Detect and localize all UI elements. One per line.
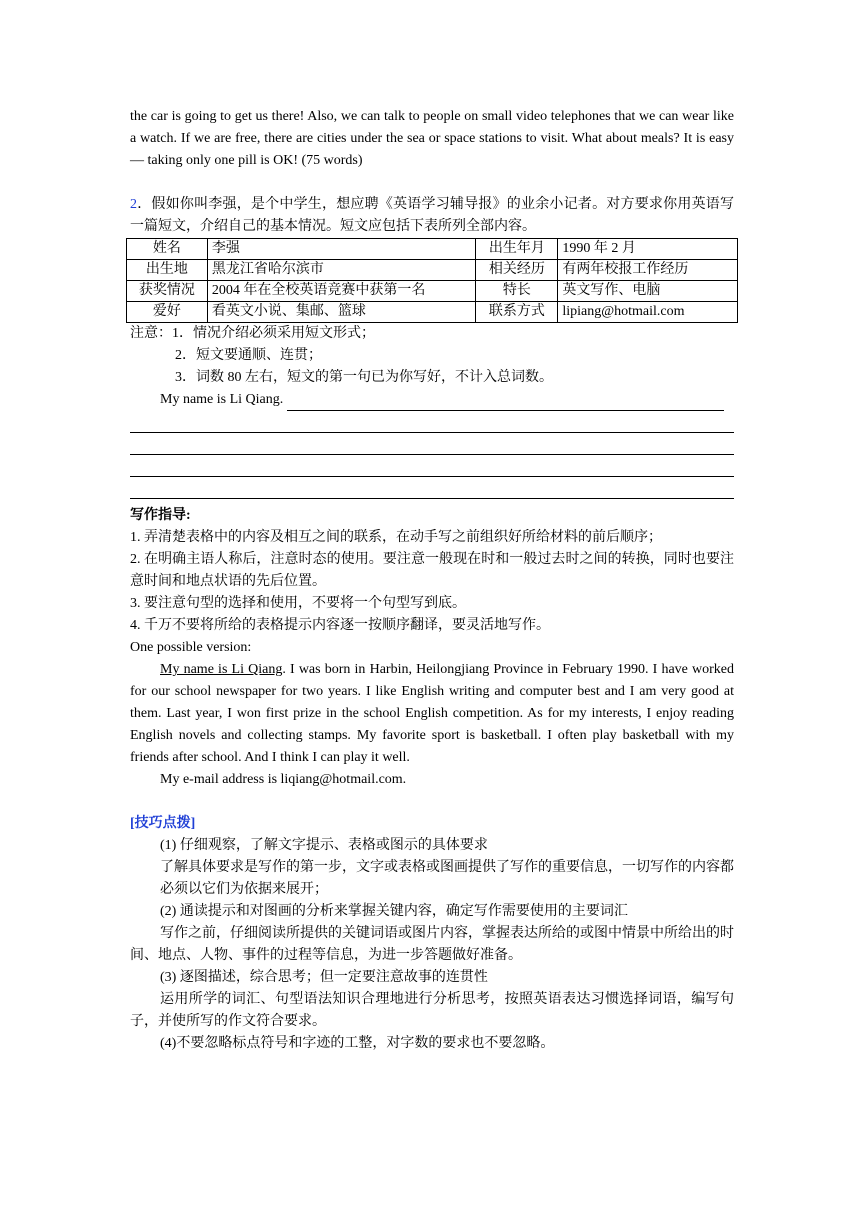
- start-sentence-line: [130, 389, 734, 411]
- answer-blank[interactable]: [130, 477, 734, 499]
- table-cell: 特长: [476, 281, 558, 302]
- note-item: 2．短文要通顺、连贯；: [175, 348, 322, 363]
- guide-title: 写作指导:: [130, 508, 191, 523]
- answer-blank[interactable]: [130, 455, 734, 477]
- guide-item: 4. 千万不要将所给的表格提示内容逐一按顺序翻译，要灵活地写作。: [130, 618, 550, 633]
- tips-title: [技巧点拨]: [130, 816, 196, 831]
- table-cell: 有两年校报工作经历: [558, 260, 738, 281]
- note-item: 1．情况介绍必须采用短文形式；: [172, 326, 375, 341]
- guide-item: 1. 弄清楚表格中的内容及相互之间的联系，在动手写之前组织好所给材料的前后顺序；: [130, 530, 662, 545]
- tip-heading: (4)不要忽略标点符号和字迹的工整，对字数的要求也不要忽略。: [160, 1036, 555, 1051]
- table-cell: 黑龙江省哈尔滨市: [207, 260, 476, 281]
- tip-paragraph: 运用所学的词汇、句型语法知识合理地进行分析思考，按照英语表达习惯选择词语，编写句子，并使所写的作文符合要求。: [130, 992, 734, 1029]
- table-cell: 2004 年在全校英语竞赛中获第一名: [207, 281, 476, 302]
- essay-email: My e-mail address is liqiang@hotmail.com.: [160, 772, 407, 787]
- start-sentence: My name is Li Qiang.: [160, 392, 287, 407]
- tip-paragraph: 了解具体要求是写作的第一步，文字或表格或图画提供了写作的重要信息，一切写作的内容都必须以它们为依据来展开；: [160, 860, 734, 897]
- table-cell: lipiang@hotmail.com: [558, 302, 738, 323]
- table-cell: 李强: [207, 239, 476, 260]
- tip-heading: (3) 逐图描述，综合思考；但一定要注意故事的连贯性: [160, 970, 488, 985]
- table-cell: 1990 年 2 月: [558, 239, 738, 260]
- document-page: [130, 0, 734, 1055]
- notes-label: 注意：: [130, 326, 172, 341]
- task2-number: 2: [130, 197, 137, 212]
- table-row: [127, 260, 738, 281]
- answer-blank[interactable]: [130, 433, 734, 455]
- table-row: [127, 239, 738, 260]
- table-row: [127, 281, 738, 302]
- guide-item: 2. 在明确主语人称后，注意时态的使用。要注意一般现在时和一般过去时之间的转换，同时也要注意时间和地点状语的先后位置。: [130, 552, 734, 589]
- guide-item: 3. 要注意句型的选择和使用，不要将一个句型写到底。: [130, 596, 466, 611]
- table-cell: 相关经历: [476, 260, 558, 281]
- table-cell: 出生地: [127, 260, 208, 281]
- tip-paragraph: 写作之前，仔细阅读所提供的关键词语或图片内容，掌握表达所给的或图中情景中所给出的时间、地点、人物、事件的过程等信息，为进一步答题做好准备。: [130, 926, 734, 963]
- task2-prompt: [130, 194, 734, 238]
- table-cell: 获奖情况: [127, 281, 208, 302]
- table-cell: 出生年月: [476, 239, 558, 260]
- answer-blank[interactable]: [130, 411, 734, 433]
- table-cell: 英文写作、电脑: [558, 281, 738, 302]
- version-label: One possible version:: [130, 640, 252, 655]
- table-cell: 爱好: [127, 302, 208, 323]
- notes-line-1: [130, 323, 734, 345]
- task2-prompt-text: ．假如你叫李强，是个中学生，想应聘《英语学习辅导报》的业余小记者。对方要求你用英语写一篇短文，介绍自己的基本情况。短文应包括下表所列全部内容。: [130, 197, 734, 234]
- table-cell: 联系方式: [476, 302, 558, 323]
- table-cell: 看英文小说、集邮、篮球: [207, 302, 476, 323]
- table-cell: 姓名: [127, 239, 208, 260]
- essay-paragraph: [130, 659, 734, 769]
- essay-first-sentence: My name is Li Qiang: [160, 662, 283, 677]
- info-table: [126, 238, 738, 323]
- passage-text: the car is going to get us there! Also, we can talk to people on small video telephones that we can wear like a watch. If we are free, there are cities under the sea or space stations to visit. What about meals? It is easy— taking only one pill is OK! (75 words): [130, 109, 734, 168]
- tip-heading: (1) 仔细观察，了解文字提示、表格或图示的具体要求: [160, 838, 488, 853]
- table-row: [127, 302, 738, 323]
- tip-heading: (2) 通读提示和对图画的分析来掌握关键内容，确定写作需要使用的主要词汇: [160, 904, 628, 919]
- note-item: 3．词数 80 左右，短文的第一句已为你写好，不计入总词数。: [175, 370, 553, 385]
- answer-blank[interactable]: [287, 393, 724, 411]
- essay-rest: . I was born in Harbin, Heilongjiang Province in February 1990. I have worked for our school newspaper for two years. I like English writing and computer best and I am very good at them. Last year, I won first prize in the school English competition. As for my interests, I enjoy reading English novels and collecting stamps. My favorite sport is basketball. I often play basketball with my friends after school. And I think I can play it well.: [130, 662, 734, 765]
